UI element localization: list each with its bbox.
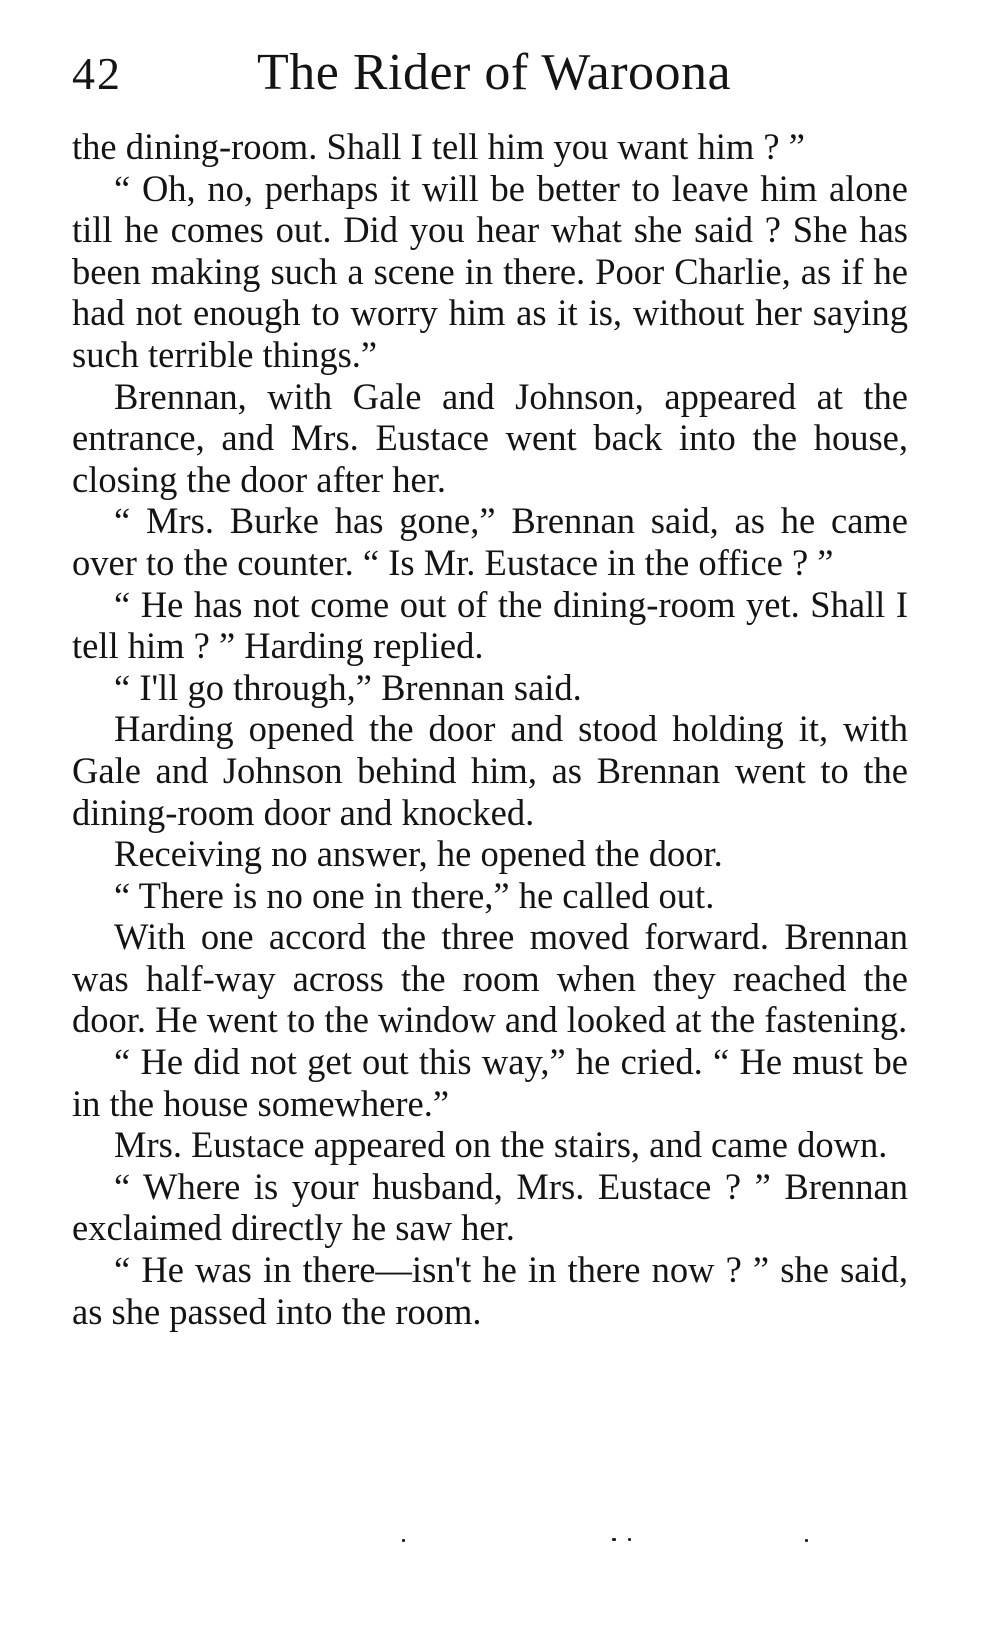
print-speck [402, 1539, 405, 1542]
paragraph-6: “ I'll go through,” Brennan said. [114, 666, 582, 708]
paragraph-4: “ Mrs. Burke has gone,” Brennan said, as he came over to the counter. “ Is Mr. Eustace in the office ? ” [72, 500, 908, 583]
book-page [72, 0, 908, 1332]
paragraph-11: “ He did not get out this way,” he cried. “ He must be in the house somewhere.” [72, 1041, 908, 1124]
paragraph-9: “ There is no one in there,” he called out. [114, 874, 715, 916]
body-text [72, 126, 908, 1332]
print-speck [612, 1538, 616, 1541]
running-title: The Rider of Waroona [257, 44, 732, 101]
page-number: 42 [72, 48, 122, 99]
paragraph-12: Mrs. Eustace appeared on the stairs, and came down. [114, 1124, 888, 1166]
paragraph-1: the dining-room. Shall I tell him you want him ? ” [72, 126, 805, 167]
page-header [72, 0, 908, 130]
paragraph-7: Harding opened the door and stood holding it, with Gale and Johnson behind him, as Brennan went to the dining-room door and knocked. [72, 708, 908, 833]
paragraph-3: Brennan, with Gale and Johnson, appeared at the entrance, and Mrs. Eustace went back into the house, closing the door after her. [72, 375, 908, 500]
paragraph-14: “ He was in there—isn't he in there now ? ” she said, as she passed into the room. [72, 1249, 908, 1332]
paragraph-8: Receiving no answer, he opened the door. [114, 833, 723, 875]
paragraph-13: “ Where is your husband, Mrs. Eustace ? ” Brennan exclaimed directly he saw her. [72, 1165, 908, 1249]
print-speck [805, 1539, 808, 1542]
paragraph-5: “ He has not come out of the dining-room yet. Shall I tell him ? ” Harding replied. [72, 583, 908, 667]
print-speck [628, 1538, 631, 1541]
paragraph-2: “ Oh, no, perhaps it will be better to leave him alone till he comes out. Did you hear what she said ? She has been making such a scene in there. Poor Charlie, as if he had not enough to worry him as it is, without her saying such terrible things.” [72, 167, 908, 375]
paragraph-10: With one accord the three moved forward. Brennan was half-way across the room when they reached the door. He went to the window and looked at the fastening. [72, 916, 908, 1041]
